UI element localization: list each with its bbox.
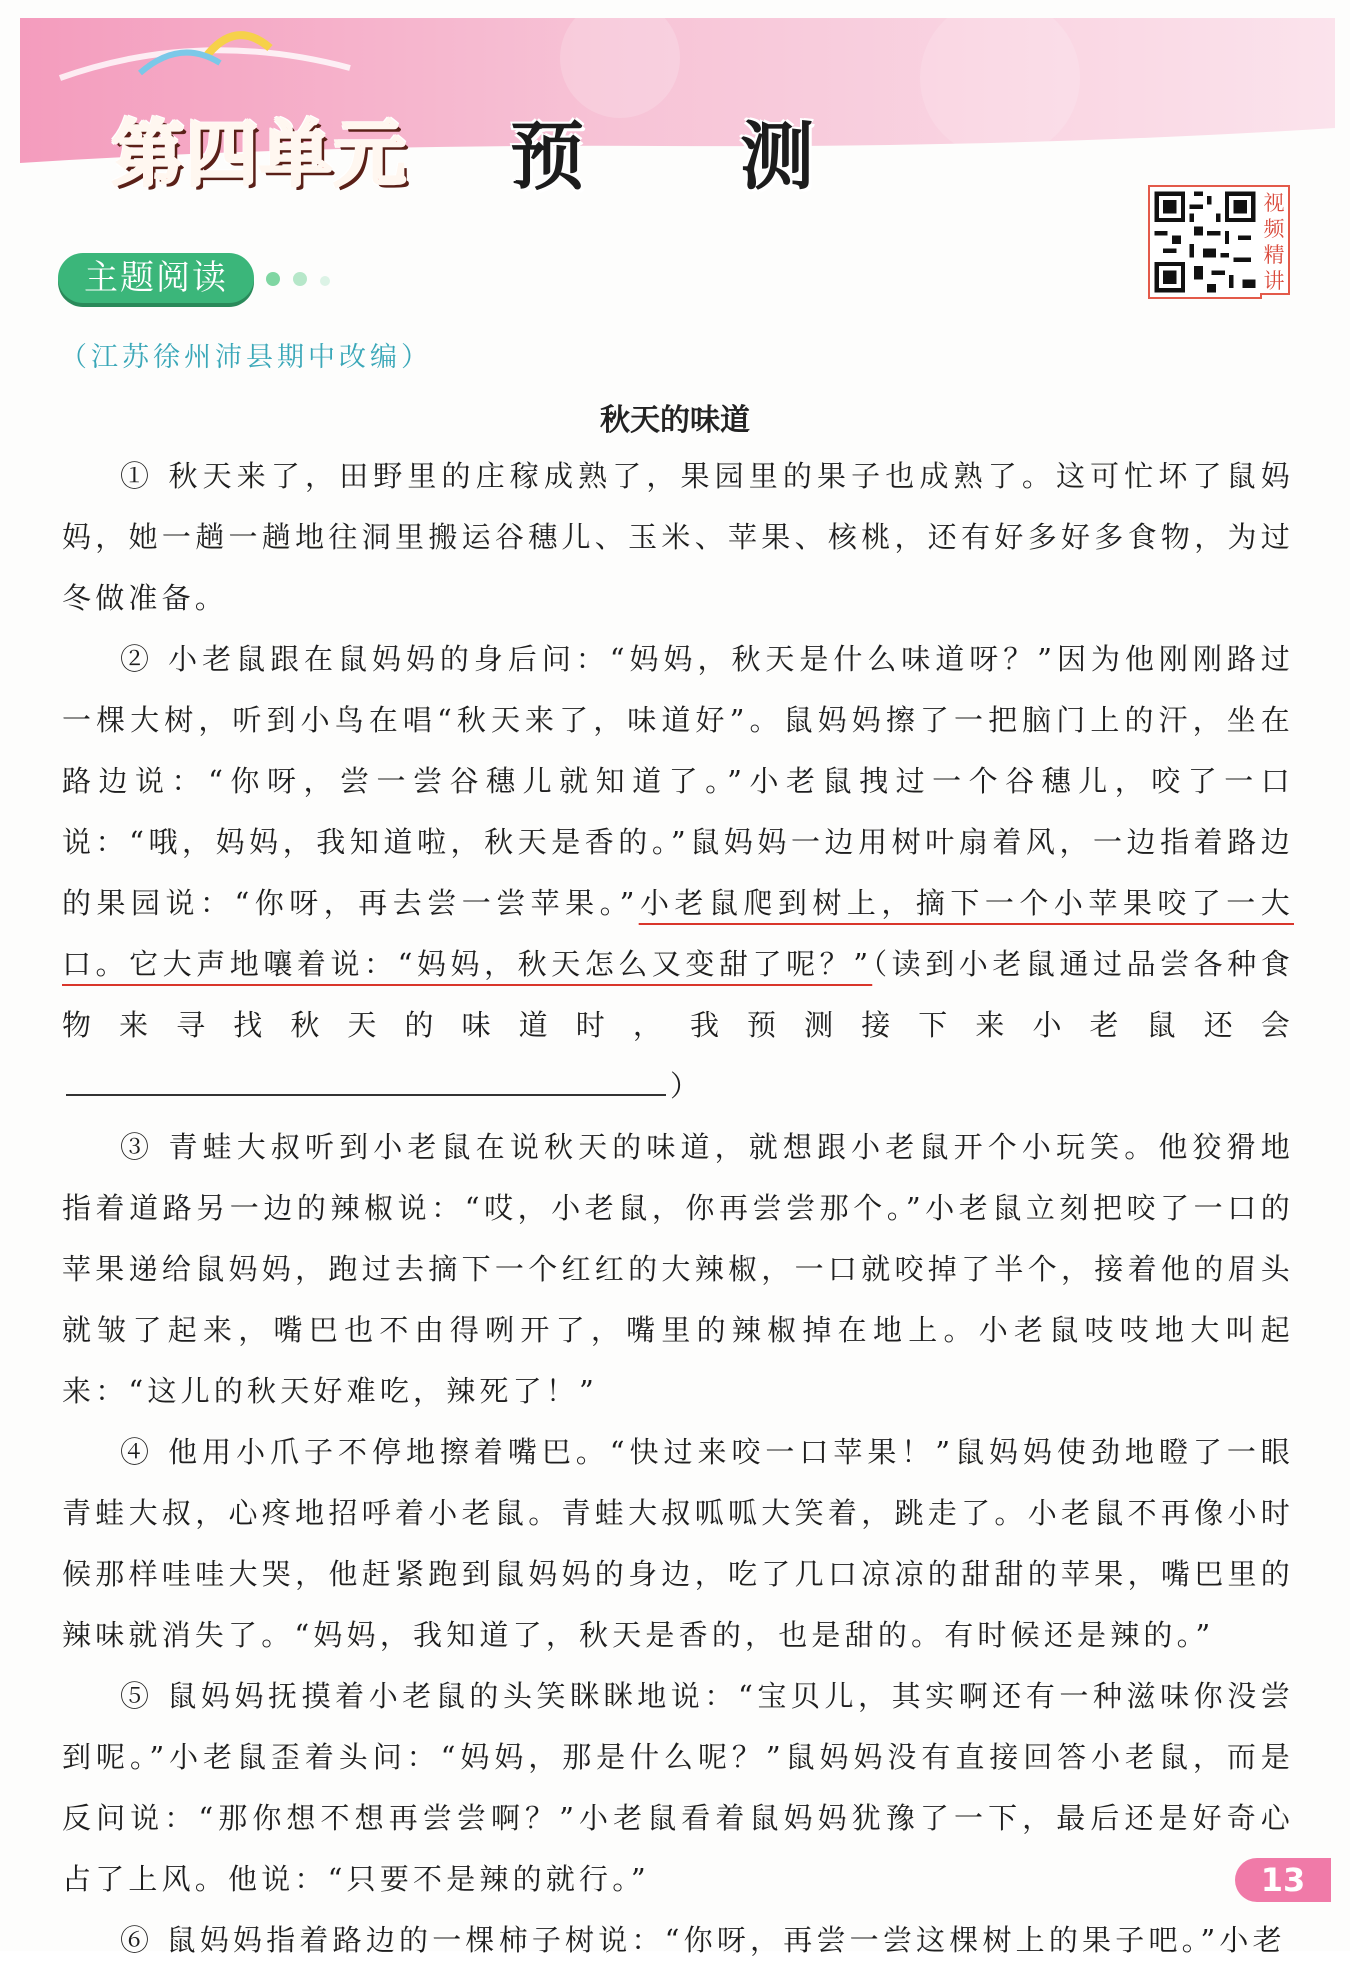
story-title: 秋天的味道 — [600, 403, 750, 438]
paragraph-4: ④ 他用小爪子不停地擦着嘴巴。“快过来咬一口苹果！”鼠妈妈使劲地瞪了一眼青蛙大叔，心疼地招呼着小老鼠。青蛙大叔呱呱大笑着，跳走了。小老鼠不再像小时候那样哇哇大哭，他赶紧跑到鼠妈妈的身边，吃了几口凉凉的甜甜的苹果，嘴巴里的辣味就消失了。“妈妈，我知道了，秋天是香的，也是甜的。有时候还是辣的。” — [62, 1435, 1294, 1652]
paragraph-3: ③ 青蛙大叔听到小老鼠在说秋天的味道，就想跟小老鼠开个小玩笑。他狡猾地指着道路另一边的辣椒说：“哎，小老鼠，你再尝尝那个。”小老鼠立刻把咬了一口的苹果递给鼠妈妈，跑过去摘下一个红红的大辣椒，一口就咬掉了半个，接着他的眉头就皱了起来，嘴巴也不由得咧开了，嘴里的辣椒掉在地上。小老鼠吱吱地大叫起来：“这儿的秋天好难吃，辣死了！” — [62, 1130, 1294, 1408]
unit-name-char-2: 测 — [740, 114, 814, 200]
dot-icon — [293, 272, 307, 286]
paragraph-1: ① 秋天来了，田野里的庄稼成熟了，果园里的果子也成熟了。这可忙坏了鼠妈妈，她一趟一趟地往洞里搬运谷穗儿、玉米、苹果、核桃，还有好多好多食物，为过冬做准备。 — [62, 459, 1294, 615]
page-number: 13 — [1235, 1858, 1331, 1902]
unit-name-char-1: 预 — [510, 114, 584, 200]
paragraph-5: ⑤ 鼠妈妈抚摸着小老鼠的头笑眯眯地说：“宝贝儿，其实啊还有一种滋味你没尝到呢。”小老鼠歪着头问：“妈妈，那是什么呢？”鼠妈妈没有直接回答小老鼠，而是反问说：“那你想不想再尝尝啊？”小老鼠看着鼠妈妈犹豫了一下，最后还是好奇心占了上风。他说：“只要不是辣的就行。” — [62, 1679, 1294, 1896]
prediction-question-end: ） — [670, 1069, 704, 1103]
qr-code-icon[interactable] — [1148, 185, 1262, 299]
paragraph-2-text: ② 小老鼠跟在鼠妈妈的身后问：“妈妈，秋天是什么味道呀？”因为他刚刚路过一棵大树，听到小鸟在唱“秋天来了，味道好”。鼠妈妈擦了一把脑门上的汗，坐在路边说：“你呀，尝一尝谷穗儿就知道了。”小老鼠拽过一个谷穗儿，咬了一口说：“哦，妈妈，我知道啦，秋天是香的。”鼠妈妈一边用树叶扇着风，一边指着路边的果园说：“你呀，再去尝一尝苹果。” — [62, 642, 1294, 920]
paragraph-2 — [62, 629, 1294, 1117]
answer-blank[interactable] — [66, 1066, 666, 1096]
section-tag: 主题阅读 — [58, 253, 254, 303]
decorative-dots — [266, 271, 338, 290]
underlined-sentence: 小老鼠爬到树上，摘下一个小苹果咬了一大口。它大声地嚷着说：“妈妈，秋天怎么又变甜了呢？” — [62, 886, 1294, 981]
unit-title: 第四单元 — [112, 112, 409, 196]
dot-icon — [266, 272, 280, 286]
paragraph-6: ⑥ 鼠妈妈指着路边的一棵柿子树说：“你呀，再尝一尝这棵树上的果子吧。”小老 — [120, 1923, 1286, 1957]
passage-source: （江苏徐州沛县期中改编） — [60, 342, 432, 373]
video-lecture-label: 视频精讲 — [1260, 185, 1290, 295]
video-qr-block[interactable] — [1148, 185, 1293, 297]
dot-icon — [320, 276, 330, 286]
story-body — [62, 446, 1294, 1971]
prediction-question: （读到小老鼠通过品尝各种食物来寻找秋天的味道时，我预测接下来小老鼠还会 — [62, 947, 1295, 1042]
